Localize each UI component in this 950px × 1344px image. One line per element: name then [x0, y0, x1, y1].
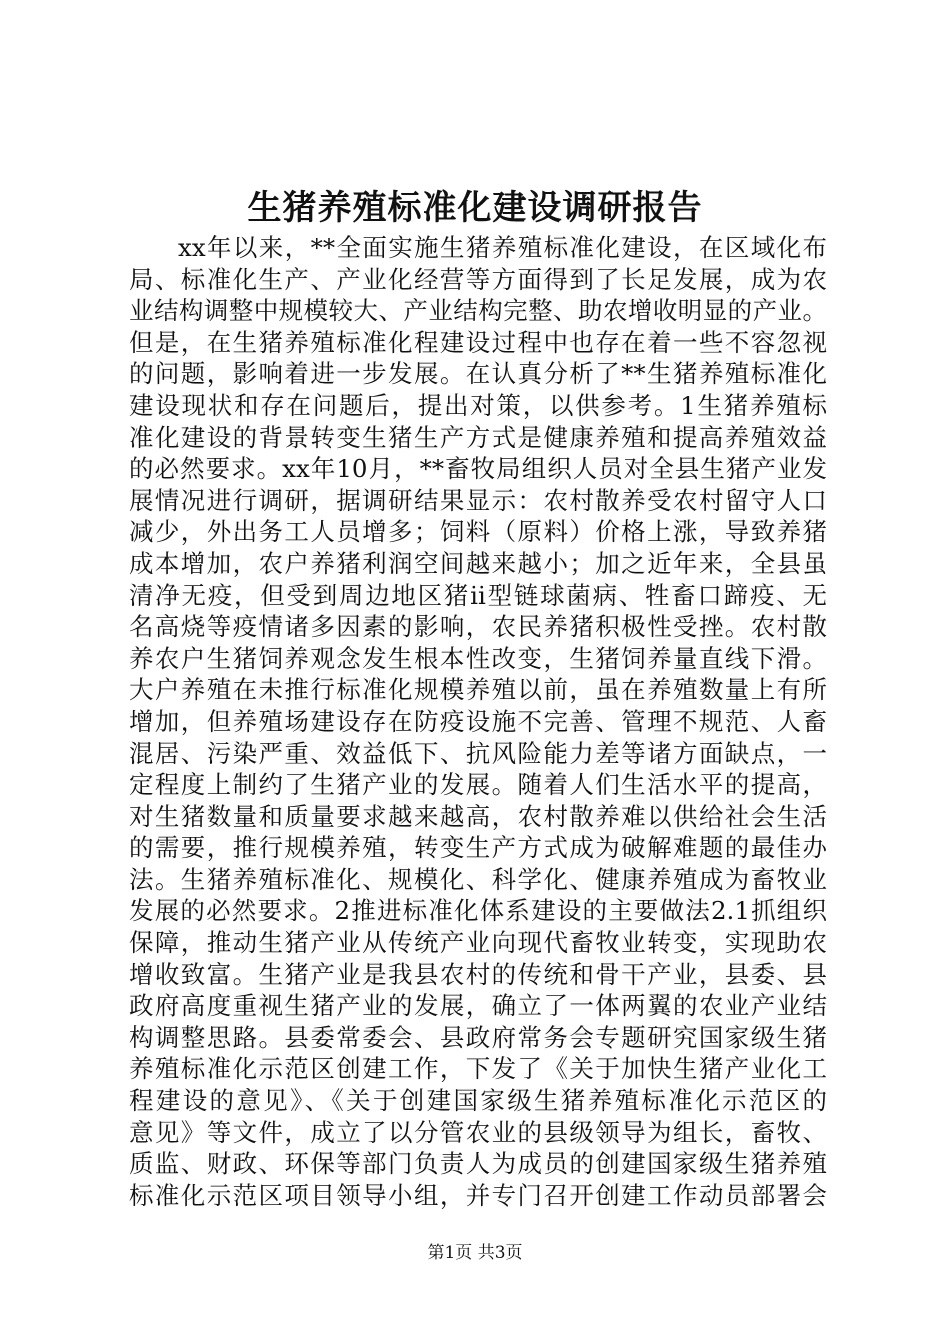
body-line: 准化建设的背景转变生猪生产方式是健康养殖和提高养殖效益: [129, 422, 827, 452]
body-line: 增加，但养殖场建设存在防疫设施不完善、管理不规范、人畜: [129, 706, 827, 736]
body-line: 发展的必然要求。2推进标准化体系建设的主要做法2.1抓组织: [129, 896, 827, 926]
body-line: 减少，外出务工人员增多；饲料（原料）价格上涨，导致养猪: [129, 517, 827, 547]
body-line: 的必然要求。xx年10月，**畜牧局组织人员对全县生猪产业发: [129, 454, 827, 484]
body-line: 法。生猪养殖标准化、规模化、科学化、健康养殖成为畜牧业: [129, 864, 827, 894]
body-line: 但是，在生猪养殖标准化程建设过程中也存在着一些不容忽视: [129, 327, 827, 357]
body-line: 的问题，影响着进一步发展。在认真分析了**生猪养殖标准化: [129, 359, 827, 389]
body-line: 增收致富。生猪产业是我县农村的传统和骨干产业，县委、县: [129, 959, 827, 989]
document-body: [129, 232, 827, 1211]
body-line: 养殖标准化示范区创建工作，下发了《关于加快生猪产业化工: [129, 1054, 827, 1084]
page-footer: 第1页 共3页: [427, 1243, 523, 1263]
body-line: 标准化示范区项目领导小组，并专门召开创建工作动员部署会: [129, 1180, 827, 1210]
body-line: 保障，推动生猪产业从传统产业向现代畜牧业转变，实现助农: [129, 928, 827, 958]
body-line: 构调整思路。县委常委会、县政府常务会专题研究国家级生猪: [129, 1022, 827, 1052]
document-title: 生猪养殖标准化建设调研报告: [247, 188, 703, 228]
body-line: 的需要，推行规模养殖，转变生产方式成为破解难题的最佳办: [129, 833, 827, 863]
body-line: 大户养殖在未推行标准化规模养殖以前，虽在养殖数量上有所: [129, 675, 827, 705]
body-line: 养农户生猪饲养观念发生根本性改变，生猪饲养量直线下滑。: [129, 643, 827, 673]
body-line: 业结构调整中规模较大、产业结构完整、助农增收明显的产业。: [129, 296, 827, 326]
body-line: 质监、财政、环保等部门负责人为成员的创建国家级生猪养殖: [129, 1149, 827, 1179]
body-line: 建设现状和存在问题后，提出对策，以供参考。1生猪养殖标: [129, 390, 827, 420]
body-line: 局、标准化生产、产业化经营等方面得到了长足发展，成为农: [129, 264, 827, 294]
body-line: 混居、污染严重、效益低下、抗风险能力差等诸方面缺点，一: [129, 738, 827, 768]
body-line: 名高烧等疫情诸多因素的影响，农民养猪积极性受挫。农村散: [129, 612, 827, 642]
body-line: 意见》等文件，成立了以分管农业的县级领导为组长，畜牧、: [129, 1117, 827, 1147]
body-line: 程建设的意见》、《关于创建国家级生猪养殖标准化示范区的: [129, 1086, 827, 1116]
body-line: 定程度上制约了生猪产业的发展。随着人们生活水平的提高，: [129, 770, 827, 800]
body-line: 成本增加，农户养猪利润空间越来越小；加之近年来，全县虽: [129, 548, 827, 578]
body-line: 清净无疫，但受到周边地区猪ii型链球菌病、牲畜口蹄疫、无: [129, 580, 827, 610]
body-line: 对生猪数量和质量要求越来越高，农村散养难以供给社会生活: [129, 801, 827, 831]
body-line: 政府高度重视生猪产业的发展，确立了一体两翼的农业产业结: [129, 991, 827, 1021]
body-line: 展情况进行调研，据调研结果显示：农村散养受农村留守人口: [129, 485, 827, 515]
body-line: xx年以来，**全面实施生猪养殖标准化建设，在区域化布: [178, 233, 827, 262]
